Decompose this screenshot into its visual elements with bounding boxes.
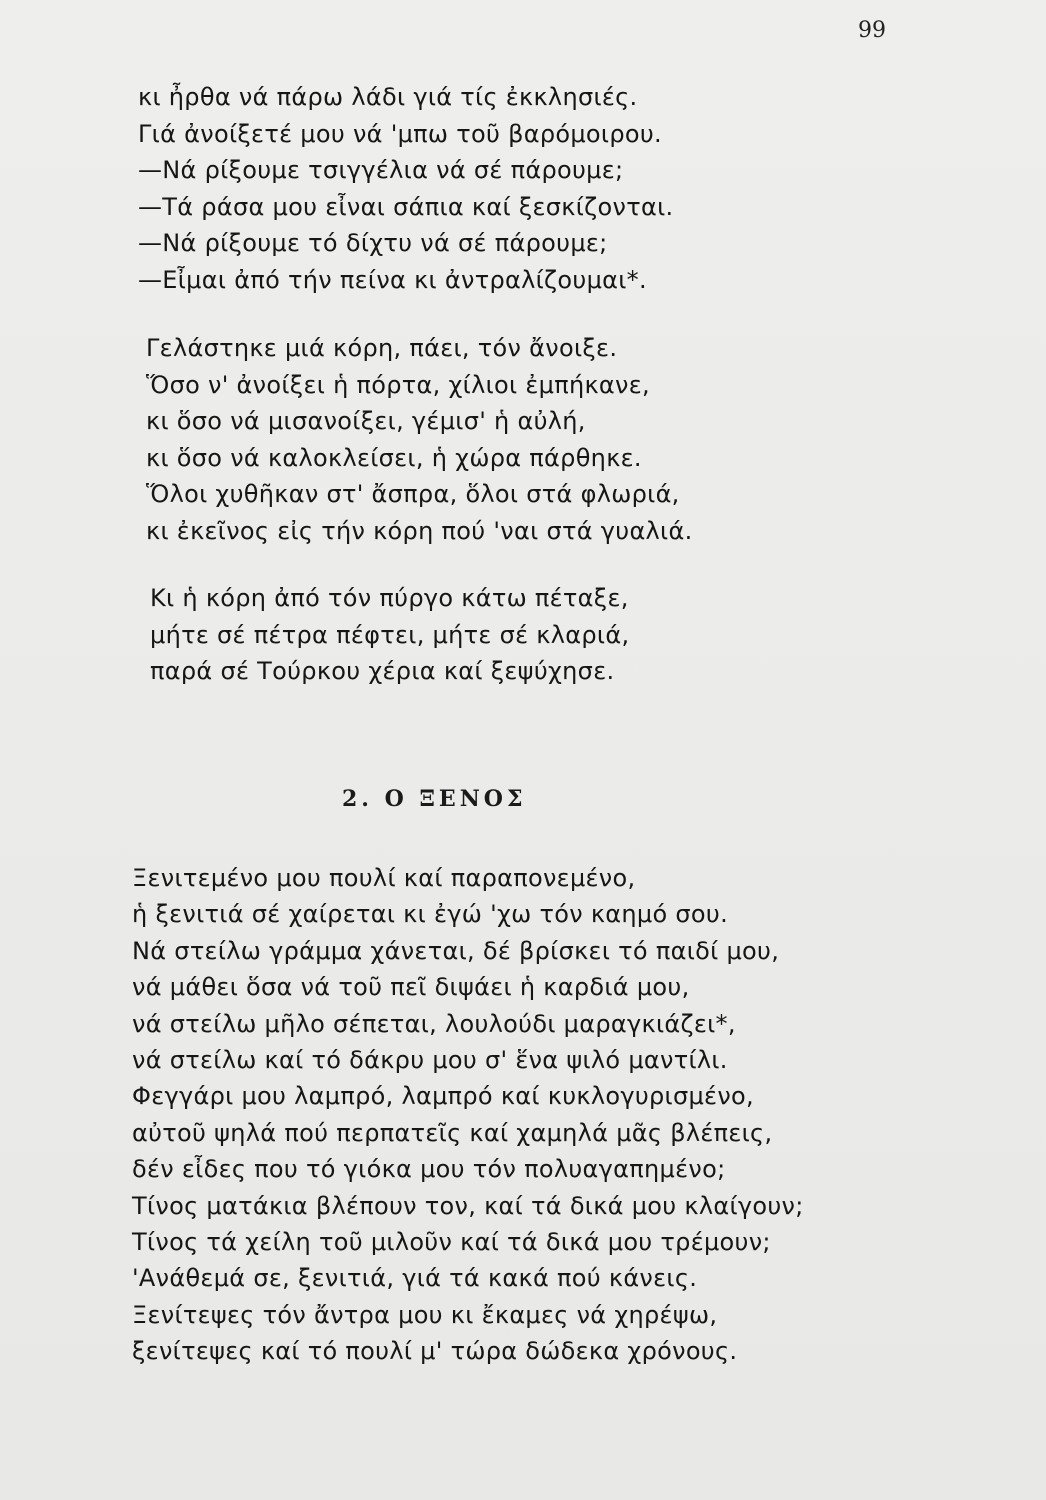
verse-line: ἡ ξενιτιά σέ χαίρεται κι ἐγώ 'χω τόν καημό σου. <box>132 900 729 929</box>
verse-line: Ξενίτεψες τόν ἄντρα μου κι ἔκαμες νά χηρέψω, <box>132 1300 718 1329</box>
verse-line: Φεγγάρι μου λαμπρό, λαμπρό καί κυκλογυρισμένο, <box>132 1082 754 1111</box>
verse-line: κι ἐκεῖνος εἰς τήν κόρη πού 'ναι στά γυαλιά. <box>146 516 693 545</box>
verse-line: ξενίτεψες καί τό πουλί μ' τώρα δώδεκα χρόνους. <box>132 1337 738 1366</box>
verse-line: Ὅλοι χυθῆκαν στ' ἄσπρα, ὅλοι στά φλωριά, <box>146 480 680 508</box>
verse-line: Ξενιτεμένο μου πουλί καί παραπονεμένο, <box>132 864 636 892</box>
section-heading: 2. Ο ΞΕΝΟΣ <box>342 786 527 812</box>
verse-line: Κι ἡ κόρη ἀπό τόν πύργο κάτω πέταξε, <box>150 584 629 612</box>
verse-line: μήτε σέ πέτρα πέφτει, μήτε σέ κλαριά, <box>150 620 630 649</box>
verse-line: —Τά ράσα μου εἶναι σάπια καί ξεσκίζονται. <box>138 192 674 221</box>
verse-line: νά στείλω μῆλο σέπεται, λουλούδι μαραγκιάζει*, <box>132 1009 736 1038</box>
poem-two-lines <box>132 860 804 1370</box>
verse-line: —Εἶμαι ἀπό τήν πείνα κι ἀντραλίζουμαι*. <box>138 265 647 294</box>
verse-line: Ὅσο ν' ἀνοίξει ἡ πόρτα, χίλιοι ἐμπήκανε, <box>146 370 650 399</box>
verse-line: 'Ανάθεμά σε, ξενιτιά, γιά τά κακά πού κάνεις. <box>132 1264 698 1293</box>
verse-line: κι ἦρθα νά πάρω λάδι γιά τίς ἐκκλησιές. <box>138 83 638 111</box>
verse-line: Τίνος τά χείλη τοῦ μιλοῦν καί τά δικά μου τρέμουν; <box>132 1228 771 1257</box>
verse-line: —Νά ρίξουμε τό δίχτυ νά σέ πάρουμε; <box>138 229 608 257</box>
poem-one-stanza-3 <box>150 580 629 690</box>
verse-line: Νά στείλω γράμμα χάνεται, δέ βρίσκει τό παιδί μου, <box>132 936 780 965</box>
verse-line: νά μάθει ὅσα νά τοῦ πεῖ διψάει ἡ καρδιά μου, <box>132 973 690 1002</box>
poem-one-stanza-1 <box>138 79 673 298</box>
verse-line: Γιά ἀνοίξετέ μου νά 'μπω τοῦ βαρόμοιρου. <box>138 119 662 148</box>
verse-line: κι ὅσο νά μισανοίξει, γέμισ' ἡ αὐλή, <box>146 407 586 435</box>
verse-line: κι ὅσο νά καλοκλείσει, ἡ χώρα πάρθηκε. <box>146 443 642 472</box>
verse-line: νά στείλω καί τό δάκρυ μου σ' ἕνα ψιλό μαντίλι. <box>132 1046 728 1075</box>
page-number: 99 <box>858 18 886 43</box>
poem-one-stanza-2 <box>146 330 693 549</box>
verse-line: αὐτοῦ ψηλά πού περπατεῖς καί χαμηλά μᾶς βλέπεις, <box>132 1118 773 1147</box>
verse-line: παρά σέ Τούρκου χέρια καί ξεψύχησε. <box>150 657 615 685</box>
verse-line: Γελάστηκε μιά κόρη, πάει, τόν ἄνοιξε. <box>146 334 618 362</box>
verse-line: δέν εἶδες που τό γιόκα μου τόν πολυαγαπημένο; <box>132 1155 726 1184</box>
verse-line: Τίνος ματάκια βλέπουν τον, καί τά δικά μου κλαίγουν; <box>132 1191 804 1220</box>
verse-line: —Νά ρίξουμε τσιγγέλια νά σέ πάρουμε; <box>138 156 624 184</box>
